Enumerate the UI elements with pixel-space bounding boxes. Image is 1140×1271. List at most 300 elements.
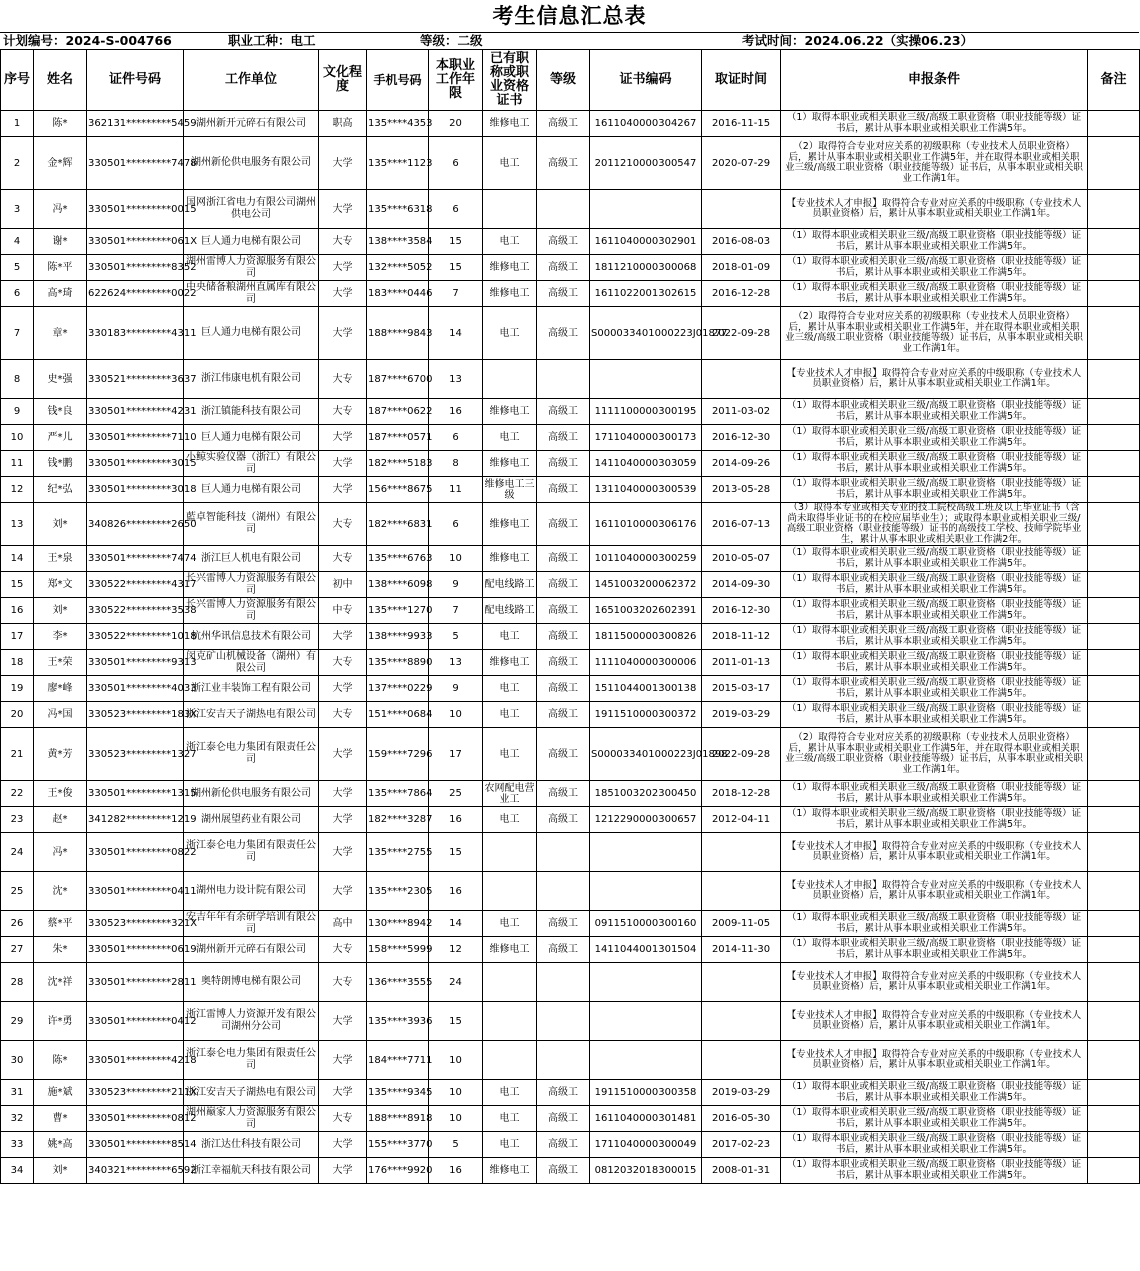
name-cell: 纪*弘: [34, 477, 87, 503]
work-years-cell: 15: [429, 255, 483, 281]
seq-cell: 17: [1, 624, 34, 650]
eligibility-cell: （1）取得本职业或相关职业三级/高级工职业资格（职业技能等级）证书后，累计从事本职业或相关职业工作满5年。: [781, 1080, 1088, 1106]
name-cell: 章*: [34, 307, 87, 360]
plan-number: 计划编号：2024-S-004766: [3, 33, 172, 48]
education-cell: 大专: [319, 963, 367, 1002]
existing-cert-cell: 维修电工: [483, 255, 537, 281]
eligibility-cell: （1）取得本职业或相关职业三级/高级工职业资格（职业技能等级）证书后，累计从事本职业或相关职业工作满5年。: [781, 111, 1088, 137]
education-cell: 大学: [319, 451, 367, 477]
work-years-cell: 16: [429, 1158, 483, 1184]
work-years-cell: 8: [429, 451, 483, 477]
work-years-cell: 5: [429, 1132, 483, 1158]
education-cell: 大专: [319, 546, 367, 572]
col-header: 工作单位: [184, 50, 319, 111]
seq-cell: 3: [1, 190, 34, 229]
existing-cert-cell: 维修电工: [483, 546, 537, 572]
seq-cell: 13: [1, 503, 34, 546]
work-years-cell: 10: [429, 702, 483, 728]
table-row: [1, 1080, 1140, 1106]
work-years-cell: 16: [429, 872, 483, 911]
level-cell: 高级工: [537, 598, 590, 624]
phone-cell: 187****6700: [367, 360, 429, 399]
seq-cell: 12: [1, 477, 34, 503]
work-years-cell: 6: [429, 425, 483, 451]
cert-code-cell: 1651003202602391: [590, 598, 702, 624]
seq-cell: 21: [1, 728, 34, 781]
table-row: [1, 911, 1140, 937]
id-number-cell: 330523*********211X: [87, 1080, 184, 1106]
work-years-cell: 11: [429, 477, 483, 503]
work-years-cell: 15: [429, 229, 483, 255]
seq-cell: 15: [1, 572, 34, 598]
level-cell: 高级工: [537, 937, 590, 963]
eligibility-cell: （2）取得符合专业对应关系的初级职称（专业技术人员职业资格）后，累计从事本职业或相关职业工作满5年，并在取得本职业或相关职业三级/高级工职业资格（职业技能等级）证书后，从事本职业或相关职业工作满1年。: [781, 728, 1088, 781]
remark-cell: [1088, 702, 1140, 728]
candidate-table: [0, 49, 1140, 1184]
work-years-cell: 12: [429, 937, 483, 963]
phone-cell: 135****1123: [367, 137, 429, 190]
remark-cell: [1088, 728, 1140, 781]
remark-cell: [1088, 399, 1140, 425]
cert-code-cell: 1511044001300138: [590, 676, 702, 702]
level-cell: 高级工: [537, 399, 590, 425]
name-cell: 陈*: [34, 111, 87, 137]
phone-cell: 188****8918: [367, 1106, 429, 1132]
eligibility-cell: （1）取得本职业或相关职业三级/高级工职业资格（职业技能等级）证书后，累计从事本职业或相关职业工作满5年。: [781, 399, 1088, 425]
phone-cell: 176****9920: [367, 1158, 429, 1184]
employer-cell: 长兴雷博人力资源服务有限公司: [184, 598, 319, 624]
eligibility-cell: （1）取得本职业或相关职业三级/高级工职业资格（职业技能等级）证书后，累计从事本职业或相关职业工作满5年。: [781, 937, 1088, 963]
table-row: [1, 702, 1140, 728]
table-row: [1, 598, 1140, 624]
seq-cell: 1: [1, 111, 34, 137]
level-cell: 高级工: [537, 676, 590, 702]
id-number-cell: 341282*********1219: [87, 807, 184, 833]
work-years-cell: 16: [429, 399, 483, 425]
cert-code-cell: 1311040000300539: [590, 477, 702, 503]
name-cell: 谢*: [34, 229, 87, 255]
phone-cell: 187****0571: [367, 425, 429, 451]
eligibility-cell: 【专业技术人才申报】取得符合专业对应关系的中级职称（专业技术人员职业资格）后，累计从事本职业或相关职业工作满1年。: [781, 190, 1088, 229]
remark-cell: [1088, 781, 1140, 807]
eligibility-cell: （1）取得本职业或相关职业三级/高级工职业资格（职业技能等级）证书后，累计从事本职业或相关职业工作满5年。: [781, 281, 1088, 307]
name-cell: 赵*: [34, 807, 87, 833]
table-row: [1, 190, 1140, 229]
table-row: [1, 137, 1140, 190]
cert-code-cell: 1611040000301481: [590, 1106, 702, 1132]
cert-date-cell: [702, 872, 781, 911]
phone-cell: 130****8942: [367, 911, 429, 937]
id-number-cell: 330501*********2811: [87, 963, 184, 1002]
work-years-cell: 24: [429, 963, 483, 1002]
remark-cell: [1088, 1158, 1140, 1184]
sheet-title: 考生信息汇总表: [492, 4, 647, 28]
phone-cell: 188****9843: [367, 307, 429, 360]
education-cell: 大专: [319, 503, 367, 546]
existing-cert-cell: 电工: [483, 1106, 537, 1132]
phone-cell: 137****0229: [367, 676, 429, 702]
remark-cell: [1088, 598, 1140, 624]
education-cell: 大专: [319, 650, 367, 676]
work-years-cell: 16: [429, 807, 483, 833]
eligibility-cell: （1）取得本职业或相关职业三级/高级工职业资格（职业技能等级）证书后，累计从事本职业或相关职业工作满5年。: [781, 477, 1088, 503]
employer-cell: 奥特朗博电梯有限公司: [184, 963, 319, 1002]
phone-cell: 135****1270: [367, 598, 429, 624]
eligibility-cell: 【专业技术人才申报】取得符合专业对应关系的中级职称（专业技术人员职业资格）后，累计从事本职业或相关职业工作满1年。: [781, 1002, 1088, 1041]
phone-cell: 135****2755: [367, 833, 429, 872]
level-cell: 高级工: [537, 307, 590, 360]
name-cell: 黄*芳: [34, 728, 87, 781]
level-cell: 高级工: [537, 229, 590, 255]
remark-cell: [1088, 963, 1140, 1002]
col-header: 本职业工作年限: [429, 50, 483, 111]
cert-code-cell: 1611040000304267: [590, 111, 702, 137]
cert-date-cell: 2014-09-26: [702, 451, 781, 477]
cert-date-cell: 2014-11-30: [702, 937, 781, 963]
table-row: [1, 1002, 1140, 1041]
col-header: 证书编码: [590, 50, 702, 111]
employer-cell: 浙江达仕科技有限公司: [184, 1132, 319, 1158]
existing-cert-cell: 电工: [483, 911, 537, 937]
cert-code-cell: 1711040000300049: [590, 1132, 702, 1158]
remark-cell: [1088, 111, 1140, 137]
employer-cell: 巨人通力电梯有限公司: [184, 425, 319, 451]
name-cell: 刘*: [34, 503, 87, 546]
existing-cert-cell: 电工: [483, 1132, 537, 1158]
cert-code-cell: 1911510000300358: [590, 1080, 702, 1106]
phone-cell: 132****5052: [367, 255, 429, 281]
col-header: 已有职称或职业资格证书: [483, 50, 537, 111]
remark-cell: [1088, 676, 1140, 702]
seq-cell: 25: [1, 872, 34, 911]
eligibility-cell: 【专业技术人才申报】取得符合专业对应关系的中级职称（专业技术人员职业资格）后，累计从事本职业或相关职业工作满1年。: [781, 833, 1088, 872]
name-cell: 严*儿: [34, 425, 87, 451]
cert-date-cell: 2016-07-13: [702, 503, 781, 546]
phone-cell: 159****7296: [367, 728, 429, 781]
table-row: [1, 728, 1140, 781]
phone-cell: 138****6098: [367, 572, 429, 598]
cert-code-cell: 1111100000300195: [590, 399, 702, 425]
cert-date-cell: [702, 1041, 781, 1080]
cert-code-cell: 0911510000300160: [590, 911, 702, 937]
job-type: 职业工种：电工: [228, 33, 316, 48]
id-number-cell: 330501*********0619: [87, 937, 184, 963]
name-cell: 沈*: [34, 872, 87, 911]
seq-cell: 6: [1, 281, 34, 307]
table-row: [1, 937, 1140, 963]
table-row: [1, 676, 1140, 702]
cert-code-cell: [590, 1041, 702, 1080]
existing-cert-cell: [483, 963, 537, 1002]
work-years-cell: 7: [429, 598, 483, 624]
table-row: [1, 963, 1140, 1002]
id-number-cell: 330501*********7478: [87, 137, 184, 190]
work-years-cell: 5: [429, 624, 483, 650]
cert-date-cell: 2018-12-28: [702, 781, 781, 807]
id-number-cell: 330501*********0812: [87, 1106, 184, 1132]
existing-cert-cell: 电工: [483, 807, 537, 833]
seq-cell: 28: [1, 963, 34, 1002]
level-cell: 高级工: [537, 650, 590, 676]
cert-code-cell: 1451003200062372: [590, 572, 702, 598]
employer-cell: 湖州新开元碎石有限公司: [184, 111, 319, 137]
id-number-cell: 330183*********4311: [87, 307, 184, 360]
existing-cert-cell: 维修电工: [483, 1158, 537, 1184]
work-years-cell: 6: [429, 190, 483, 229]
phone-cell: 158****5999: [367, 937, 429, 963]
cert-code-cell: 0812032018300015: [590, 1158, 702, 1184]
level-cell: 高级工: [537, 1132, 590, 1158]
cert-code-cell: 1811500000300826: [590, 624, 702, 650]
name-cell: 陈*: [34, 1041, 87, 1080]
cert-date-cell: 2011-03-02: [702, 399, 781, 425]
cert-date-cell: 2022-09-28: [702, 307, 781, 360]
id-number-cell: 330522*********1018: [87, 624, 184, 650]
cert-date-cell: 2017-02-23: [702, 1132, 781, 1158]
employer-cell: 湖州电力设计院有限公司: [184, 872, 319, 911]
table-row: [1, 255, 1140, 281]
existing-cert-cell: [483, 360, 537, 399]
cert-date-cell: 2016-05-30: [702, 1106, 781, 1132]
employer-cell: 浙江业丰装饰工程有限公司: [184, 676, 319, 702]
id-number-cell: 330522*********4317: [87, 572, 184, 598]
seq-cell: 23: [1, 807, 34, 833]
education-cell: 大学: [319, 1132, 367, 1158]
id-number-cell: 330501*********8352: [87, 255, 184, 281]
level-cell: 高级工: [537, 546, 590, 572]
level-cell: 高级工: [537, 503, 590, 546]
level-cell: [537, 1041, 590, 1080]
remark-cell: [1088, 650, 1140, 676]
cert-code-cell: [590, 872, 702, 911]
existing-cert-cell: [483, 1002, 537, 1041]
cert-date-cell: 2008-01-31: [702, 1158, 781, 1184]
eligibility-cell: （1）取得本职业或相关职业三级/高级工职业资格（职业技能等级）证书后，累计从事本职业或相关职业工作满5年。: [781, 702, 1088, 728]
seq-cell: 20: [1, 702, 34, 728]
name-cell: 钱*良: [34, 399, 87, 425]
cert-date-cell: 2019-03-29: [702, 1080, 781, 1106]
seq-cell: 14: [1, 546, 34, 572]
cert-code-cell: 2011210000300547: [590, 137, 702, 190]
id-number-cell: 330523*********1327: [87, 728, 184, 781]
table-row: [1, 477, 1140, 503]
level-cell: 高级工: [537, 477, 590, 503]
name-cell: 蔡*平: [34, 911, 87, 937]
cert-code-cell: S000033401000223J01877: [590, 307, 702, 360]
name-cell: 王*俊: [34, 781, 87, 807]
remark-cell: [1088, 451, 1140, 477]
cert-date-cell: 2013-05-28: [702, 477, 781, 503]
id-number-cell: 330501*********4218: [87, 1041, 184, 1080]
eligibility-cell: （1）取得本职业或相关职业三级/高级工职业资格（职业技能等级）证书后，累计从事本职业或相关职业工作满5年。: [781, 598, 1088, 624]
seq-cell: 8: [1, 360, 34, 399]
col-header: 备注: [1088, 50, 1140, 111]
cert-code-cell: [590, 833, 702, 872]
existing-cert-cell: 维修电工: [483, 937, 537, 963]
work-years-cell: 15: [429, 833, 483, 872]
remark-cell: [1088, 255, 1140, 281]
education-cell: 大学: [319, 807, 367, 833]
work-years-cell: 10: [429, 1080, 483, 1106]
table-row: [1, 399, 1140, 425]
cert-code-cell: 1111040000300006: [590, 650, 702, 676]
employer-cell: 湖州新伦供电服务有限公司: [184, 137, 319, 190]
level-cell: 高级工: [537, 1158, 590, 1184]
name-cell: 郑*文: [34, 572, 87, 598]
name-cell: 许*勇: [34, 1002, 87, 1041]
level-cell: [537, 360, 590, 399]
phone-cell: 135****8890: [367, 650, 429, 676]
employer-cell: 湖州新伦供电服务有限公司: [184, 781, 319, 807]
phone-cell: 135****7864: [367, 781, 429, 807]
phone-cell: 182****6831: [367, 503, 429, 546]
employer-cell: 浙江镇能科技有限公司: [184, 399, 319, 425]
seq-cell: 29: [1, 1002, 34, 1041]
cert-code-cell: [590, 963, 702, 1002]
employer-cell: 杭州华讯信息技术有限公司: [184, 624, 319, 650]
table-row: [1, 650, 1140, 676]
remark-cell: [1088, 477, 1140, 503]
existing-cert-cell: [483, 872, 537, 911]
table-row: [1, 1106, 1140, 1132]
eligibility-cell: 【专业技术人才申报】取得符合专业对应关系的中级职称（专业技术人员职业资格）后，累计从事本职业或相关职业工作满1年。: [781, 1041, 1088, 1080]
level-cell: 高级工: [537, 137, 590, 190]
employer-cell: 巨人通力电梯有限公司: [184, 477, 319, 503]
cert-code-cell: [590, 1002, 702, 1041]
id-number-cell: 330501*********061X: [87, 229, 184, 255]
seq-cell: 19: [1, 676, 34, 702]
cert-date-cell: 2014-09-30: [702, 572, 781, 598]
eligibility-cell: （3）取得本专业或相关专业的技工院校高级工班及以上毕业证书（含尚未取得毕业证书的在校应届毕业生）；或取得本职业或相关职业三级/高级工职业资格（职业技能等级）证书的高级技工学校、技师学院毕业生，累计从事本职业或相关职业工作满2年。: [781, 503, 1088, 546]
education-cell: 大学: [319, 676, 367, 702]
id-number-cell: 330523*********183X: [87, 702, 184, 728]
table-row: [1, 229, 1140, 255]
col-header: 序号: [1, 50, 34, 111]
education-cell: 大专: [319, 937, 367, 963]
phone-cell: 135****2305: [367, 872, 429, 911]
existing-cert-cell: [483, 190, 537, 229]
id-number-cell: 330501*********8514: [87, 1132, 184, 1158]
employer-cell: 藍卓智能科技（湖州）有限公司: [184, 503, 319, 546]
employer-cell: 湖州展望药业有限公司: [184, 807, 319, 833]
existing-cert-cell: 配电线路工: [483, 598, 537, 624]
education-cell: 大学: [319, 255, 367, 281]
cert-code-cell: 1611040000302901: [590, 229, 702, 255]
phone-cell: 187****0622: [367, 399, 429, 425]
eligibility-cell: （1）取得本职业或相关职业三级/高级工职业资格（职业技能等级）证书后，累计从事本职业或相关职业工作满5年。: [781, 807, 1088, 833]
existing-cert-cell: 电工: [483, 624, 537, 650]
work-years-cell: 17: [429, 728, 483, 781]
table-row: [1, 1041, 1140, 1080]
eligibility-cell: （2）取得符合专业对应关系的初级职称（专业技术人员职业资格）后，累计从事本职业或相关职业工作满5年，并在取得本职业或相关职业三级/高级工职业资格（职业技能等级）证书后，从事本职业或相关职业工作满1年。: [781, 307, 1088, 360]
seq-cell: 26: [1, 911, 34, 937]
work-years-cell: 9: [429, 572, 483, 598]
education-cell: 高中: [319, 911, 367, 937]
name-cell: 王*泉: [34, 546, 87, 572]
level-cell: [537, 833, 590, 872]
eligibility-cell: （1）取得本职业或相关职业三级/高级工职业资格（职业技能等级）证书后，累计从事本职业或相关职业工作满5年。: [781, 1158, 1088, 1184]
education-cell: 大学: [319, 281, 367, 307]
cert-code-cell: 1811210000300068: [590, 255, 702, 281]
exam-level: 等级：二级: [420, 33, 483, 48]
id-number-cell: 362131*********5459: [87, 111, 184, 137]
cert-code-cell: S000033401000223J01898: [590, 728, 702, 781]
level-cell: 高级工: [537, 451, 590, 477]
level-cell: 高级工: [537, 572, 590, 598]
education-cell: 大学: [319, 1080, 367, 1106]
employer-cell: 湖州巅家人力资源服务有限公司: [184, 1106, 319, 1132]
eligibility-cell: （1）取得本职业或相关职业三级/高级工职业资格（职业技能等级）证书后，累计从事本职业或相关职业工作满5年。: [781, 624, 1088, 650]
education-cell: 大学: [319, 425, 367, 451]
remark-cell: [1088, 307, 1140, 360]
id-number-cell: 330501*********9313: [87, 650, 184, 676]
level-cell: [537, 872, 590, 911]
education-cell: 大学: [319, 190, 367, 229]
cert-date-cell: 2009-11-05: [702, 911, 781, 937]
work-years-cell: 13: [429, 360, 483, 399]
seq-cell: 31: [1, 1080, 34, 1106]
existing-cert-cell: 电工: [483, 676, 537, 702]
existing-cert-cell: 配电线路工: [483, 572, 537, 598]
work-years-cell: 15: [429, 1002, 483, 1041]
education-cell: 大学: [319, 307, 367, 360]
work-years-cell: 14: [429, 911, 483, 937]
id-number-cell: 330521*********3637: [87, 360, 184, 399]
id-number-cell: 340826*********2650: [87, 503, 184, 546]
existing-cert-cell: 维修电工: [483, 451, 537, 477]
level-cell: 高级工: [537, 1080, 590, 1106]
existing-cert-cell: 电工: [483, 307, 537, 360]
table-row: [1, 451, 1140, 477]
work-years-cell: 10: [429, 546, 483, 572]
cert-date-cell: 2019-03-29: [702, 702, 781, 728]
col-header: 等级: [537, 50, 590, 111]
cert-code-cell: 1411040000303059: [590, 451, 702, 477]
phone-cell: 182****5183: [367, 451, 429, 477]
remark-cell: [1088, 1132, 1140, 1158]
level-cell: 高级工: [537, 255, 590, 281]
cert-date-cell: [702, 833, 781, 872]
work-years-cell: 14: [429, 307, 483, 360]
education-cell: 初中: [319, 572, 367, 598]
cert-date-cell: 2016-11-15: [702, 111, 781, 137]
cert-date-cell: 2012-04-11: [702, 807, 781, 833]
name-cell: 金*辉: [34, 137, 87, 190]
employer-cell: 浙江泰仑电力集团有限责任公司: [184, 1041, 319, 1080]
work-years-cell: 10: [429, 1041, 483, 1080]
cert-date-cell: 2022-09-28: [702, 728, 781, 781]
remark-cell: [1088, 937, 1140, 963]
eligibility-cell: （1）取得本职业或相关职业三级/高级工职业资格（职业技能等级）证书后，累计从事本职业或相关职业工作满5年。: [781, 229, 1088, 255]
level-cell: 高级工: [537, 911, 590, 937]
name-cell: 高*琦: [34, 281, 87, 307]
eligibility-cell: （1）取得本职业或相关职业三级/高级工职业资格（职业技能等级）证书后，累计从事本职业或相关职业工作满5年。: [781, 255, 1088, 281]
education-cell: 大学: [319, 833, 367, 872]
seq-cell: 2: [1, 137, 34, 190]
phone-cell: 183****0446: [367, 281, 429, 307]
name-cell: 史*强: [34, 360, 87, 399]
phone-cell: 184****7711: [367, 1041, 429, 1080]
education-cell: 大学: [319, 477, 367, 503]
seq-cell: 18: [1, 650, 34, 676]
cert-date-cell: 2018-11-12: [702, 624, 781, 650]
eligibility-cell: （1）取得本职业或相关职业三级/高级工职业资格（职业技能等级）证书后，累计从事本职业或相关职业工作满5年。: [781, 676, 1088, 702]
education-cell: 大专: [319, 360, 367, 399]
cert-date-cell: 2016-12-28: [702, 281, 781, 307]
id-number-cell: 330501*********1315: [87, 781, 184, 807]
eligibility-cell: 【专业技术人才申报】取得符合专业对应关系的中级职称（专业技术人员职业资格）后，累计从事本职业或相关职业工作满1年。: [781, 872, 1088, 911]
cert-date-cell: 2016-12-30: [702, 598, 781, 624]
